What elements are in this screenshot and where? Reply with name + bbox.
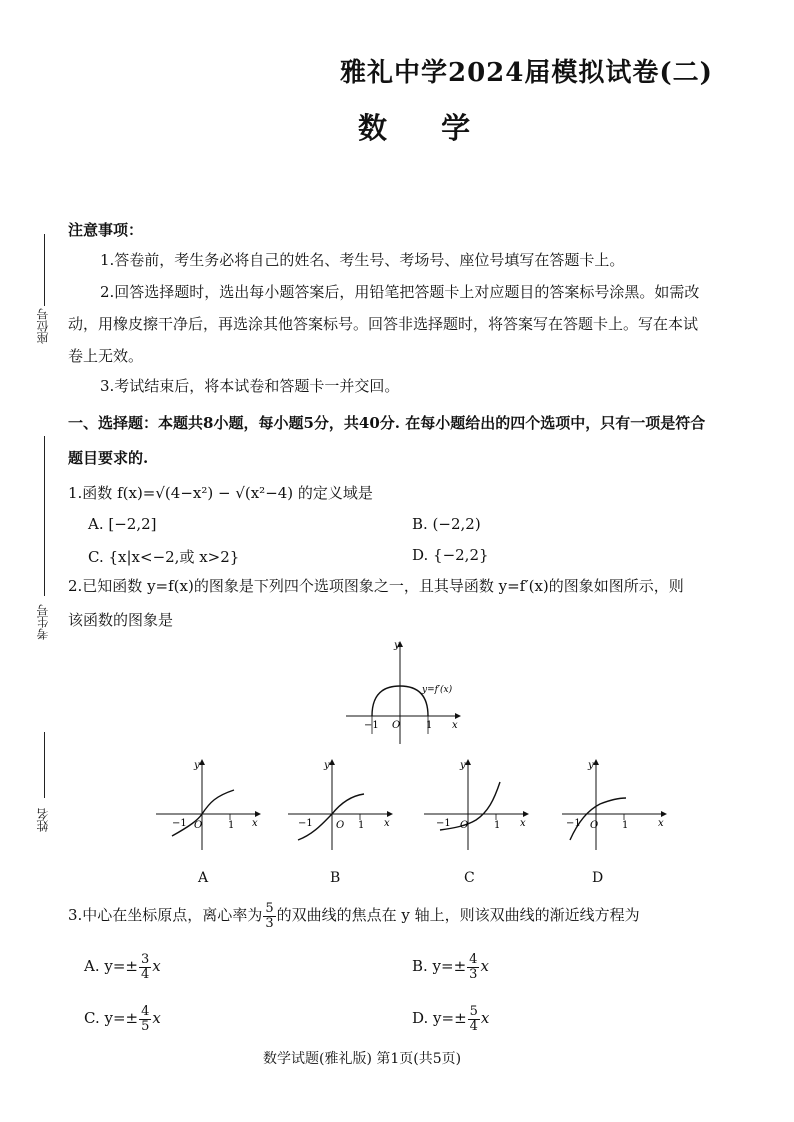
q3-a-var: x [152,957,161,975]
option-d-label: D [592,870,604,886]
q2-stem-line-1: 2.已知函数 y=f(x)的图象是下列四个选项图象之一，且其导函数 y=f′(x)的图象如图所示，则 [68,577,684,595]
q3-stem-post: 的双曲线的焦点在 y 轴上，则该双曲线的渐近线方程为 [276,906,640,924]
option-b-origin: O [336,820,345,831]
notice-heading: 注意事项： [68,221,144,239]
q3-c-den: 5 [141,1018,150,1034]
subject-title: 数 学 [358,111,493,145]
option-d-axis-y: y [588,760,594,771]
option-c-axis-y: y [460,760,466,771]
option-a-tick-pos: 1 [228,820,235,831]
axis-x-label: x [452,720,458,731]
tick-neg-label: −1 [364,720,379,731]
option-c-axis-x: x [520,818,526,829]
exam-no-label: 考生号 [36,604,50,640]
q1-option-b: B. (−2,2) [412,515,481,533]
q1-stem: 1.函数 f(x)=√(4−x²) − √(x²−4) 的定义域是 [68,484,373,502]
option-graph-b [284,756,398,856]
option-b-axis-y: y [324,760,330,771]
notice-item-3: 3.考试结束后，将本试卷和答题卡一并交回。 [100,377,400,395]
option-graph-d [558,756,672,856]
option-a-origin: O [194,820,203,831]
q3-d-prefix: D. y=± [412,1009,467,1027]
seat-line [44,234,45,306]
option-a-axis-x: x [252,818,258,829]
option-d-axis-x: x [658,818,664,829]
section-1-line-1: 一、选择题：本题共8小题，每小题5分，共40分. 在每小题给出的四个选项中，只有一项是符合 [68,414,706,432]
page-footer: 数学试题(雅礼版) 第1页(共5页) [263,1051,462,1067]
exam-no-line [44,436,45,596]
option-c-label: C [464,870,475,886]
exam-title: 雅礼中学2024届模拟试卷(二) [340,58,713,88]
axis-y-label: y [394,640,400,651]
q3-b-prefix: B. y=± [412,957,467,975]
derivative-label: y=f′(x) [422,685,453,695]
q3-option-c [84,1002,161,1034]
q3-option-d [412,1002,489,1034]
q3-stem [68,898,640,932]
option-b-label: B [330,870,341,886]
q3-c-prefix: C. y=± [84,1009,139,1027]
option-c-tick-pos: 1 [494,820,501,831]
option-d-tick-neg: −1 [566,818,581,829]
q1-option-a: A. [−2,2] [88,515,157,533]
notice-item-2-line-2: 动，用橡皮擦干净后，再选涂其他答案标号。回答非选择题时，将答案写在答题卡上。写在本试 [68,315,699,333]
option-b-curve [298,794,364,840]
option-a-curve [172,790,234,836]
option-d-origin: O [590,820,599,831]
q3-eccentricity [263,902,275,931]
q3-b-var: x [480,957,489,975]
q3-option-a [84,950,161,982]
notice-item-2-line-3: 卷上无效。 [68,347,144,365]
q3-a-num: 3 [140,951,150,967]
option-c-tick-neg: −1 [436,818,451,829]
seat-label: 座位号 [36,308,50,344]
option-d-tick-pos: 1 [622,820,629,831]
option-b-tick-pos: 1 [358,820,365,831]
q3-ecc-num: 5 [265,900,274,916]
q3-stem-pre: 3.中心在坐标原点，离心率为 [68,906,263,924]
section-1-line-2: 题目要求的. [68,449,149,467]
notice-item-2-line-1: 2.回答选择题时，选出每小题答案后，用铅笔把答题卡上对应题目的答案标号涂黑。如需改 [100,283,700,301]
q3-d-den: 4 [469,1018,478,1034]
option-c-origin: O [460,820,469,831]
q3-b-num: 4 [469,951,478,967]
name-label: 姓名 [36,808,50,832]
q3-b-den: 3 [469,966,478,982]
q3-d-var: x [480,1009,490,1027]
option-b-tick-neg: −1 [298,818,313,829]
q1-option-d: D. {−2,2} [412,546,489,564]
q3-a-prefix: A. y=± [84,957,138,975]
name-line [44,732,45,798]
option-graph-a [152,756,266,856]
option-a-axis-y: y [194,760,200,771]
q3-c-num: 4 [141,1003,150,1019]
q3-ecc-den: 3 [265,915,274,931]
derivative-graph [340,636,470,748]
notice-item-1: 1.答卷前，考生务必将自己的姓名、考生号、考场号、座位号填写在答题卡上。 [100,251,625,269]
origin-label: O [392,720,401,731]
tick-pos-label: 1 [426,720,433,731]
option-a-label: A [198,870,209,886]
q3-a-den: 4 [140,966,150,982]
option-graph-c [420,756,534,856]
q2-stem-line-2: 该函数的图象是 [68,611,174,629]
q3-c-var: x [152,1009,161,1027]
q1-option-c: C. {x|x<−2,或 x>2} [88,548,240,566]
q3-option-b [412,950,489,982]
q3-d-num: 5 [469,1003,478,1019]
option-b-axis-x: x [384,818,390,829]
option-a-tick-neg: −1 [172,818,187,829]
